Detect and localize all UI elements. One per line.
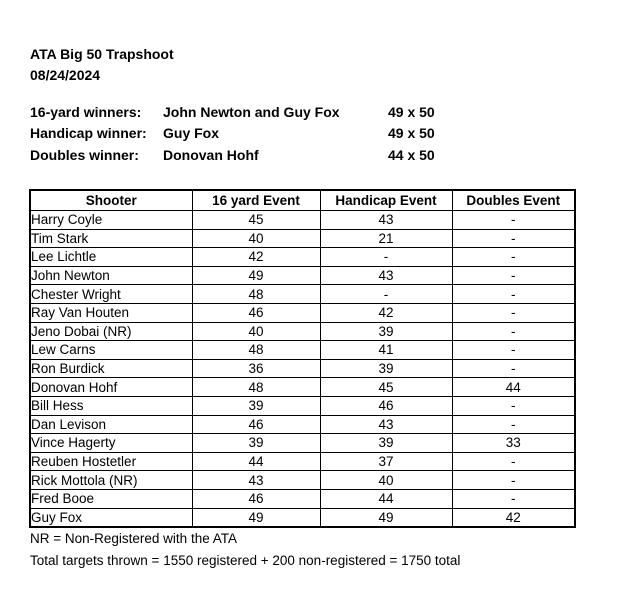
winner-score: 44 x 50 [388, 146, 435, 163]
score-cell: 46 [192, 489, 320, 508]
results-table-body [30, 211, 575, 528]
winner-score: 49 x 50 [388, 125, 435, 142]
table-row [30, 322, 575, 341]
score-cell: - [452, 303, 575, 322]
nr-footnote: NR = Non-Registered with the ATA [30, 531, 237, 546]
shooter-name-cell: Bill Hess [30, 396, 192, 415]
score-cell: 33 [452, 434, 575, 453]
score-cell: 48 [192, 285, 320, 304]
score-cell: 42 [452, 508, 575, 527]
score-cell: - [452, 229, 575, 248]
score-cell: 39 [320, 359, 452, 378]
table-row [30, 471, 575, 490]
score-cell: 45 [192, 211, 320, 230]
score-cell: 43 [192, 471, 320, 490]
table-row [30, 285, 575, 304]
score-cell: - [452, 359, 575, 378]
score-cell: 36 [192, 359, 320, 378]
score-cell: 40 [192, 322, 320, 341]
score-cell: 39 [320, 434, 452, 453]
score-cell: 42 [192, 248, 320, 267]
score-cell: 48 [192, 341, 320, 360]
shooter-name-cell: Tim Stark [30, 229, 192, 248]
shooter-name-cell: Fred Booe [30, 489, 192, 508]
winner-category-label: Doubles winner: [30, 146, 139, 163]
score-cell: - [320, 248, 452, 267]
shooter-name-cell: Chester Wright [30, 285, 192, 304]
winner-category-label: 16-yard winners: [30, 103, 142, 120]
score-cell: 42 [320, 303, 452, 322]
score-cell: - [452, 452, 575, 471]
table-row [30, 489, 575, 508]
totals-footnote: Total targets thrown = 1550 registered + 200 non-registered = 1750 total [30, 553, 461, 568]
shooter-name-cell: Donovan Hohf [30, 378, 192, 397]
table-row [30, 248, 575, 267]
table-row [30, 211, 575, 230]
score-cell: 44 [452, 378, 575, 397]
score-cell: 39 [192, 434, 320, 453]
page-title: ATA Big 50 Trapshoot [30, 46, 174, 62]
winner-name: Donovan Hohf [163, 146, 259, 163]
results-table [29, 189, 576, 528]
score-cell: 49 [320, 508, 452, 527]
score-cell: - [320, 285, 452, 304]
table-header-row [30, 190, 575, 211]
column-header-16-yard-event: 16 yard Event [192, 190, 320, 211]
table-row [30, 266, 575, 285]
winner-row [30, 123, 435, 145]
shooter-name-cell: Reuben Hostetler [30, 452, 192, 471]
score-cell: 49 [192, 266, 320, 285]
score-cell: - [452, 322, 575, 341]
table-row [30, 452, 575, 471]
score-cell: 46 [192, 303, 320, 322]
table-row [30, 229, 575, 248]
shooter-name-cell: Lew Carns [30, 341, 192, 360]
score-cell: 49 [192, 508, 320, 527]
score-cell: - [452, 248, 575, 267]
winner-row [30, 144, 435, 166]
shooter-name-cell: Ray Van Houten [30, 303, 192, 322]
column-header-doubles-event: Doubles Event [452, 190, 575, 211]
score-cell: 45 [320, 378, 452, 397]
score-cell: 46 [320, 396, 452, 415]
winner-name: John Newton and Guy Fox [163, 103, 340, 120]
score-cell: 48 [192, 378, 320, 397]
score-cell: 43 [320, 415, 452, 434]
score-cell: - [452, 489, 575, 508]
score-cell: - [452, 211, 575, 230]
score-cell: 43 [320, 266, 452, 285]
winner-category-label: Handicap winner: [30, 125, 147, 142]
score-cell: - [452, 266, 575, 285]
score-cell: 39 [192, 396, 320, 415]
score-cell: 46 [192, 415, 320, 434]
score-cell: 44 [320, 489, 452, 508]
shooter-name-cell: Vince Hagerty [30, 434, 192, 453]
table-row [30, 359, 575, 378]
score-cell: - [452, 471, 575, 490]
winner-name: Guy Fox [163, 125, 220, 142]
score-cell: 40 [192, 229, 320, 248]
shooter-name-cell: Harry Coyle [30, 211, 192, 230]
score-cell: - [452, 285, 575, 304]
score-cell: 39 [320, 322, 452, 341]
table-row [30, 508, 575, 527]
table-row [30, 378, 575, 397]
shooter-name-cell: Rick Mottola (NR) [30, 471, 192, 490]
column-header-handicap-event: Handicap Event [320, 190, 452, 211]
column-header-shooter: Shooter [30, 190, 192, 211]
shooter-name-cell: Ron Burdick [30, 359, 192, 378]
shooter-name-cell: Guy Fox [30, 508, 192, 527]
score-cell: 40 [320, 471, 452, 490]
winner-row [30, 101, 435, 123]
table-row [30, 415, 575, 434]
score-cell: 43 [320, 211, 452, 230]
shooter-name-cell: Jeno Dobai (NR) [30, 322, 192, 341]
score-cell: 21 [320, 229, 452, 248]
table-row [30, 434, 575, 453]
table-row [30, 341, 575, 360]
winners-summary [30, 101, 435, 166]
winner-score: 49 x 50 [388, 103, 435, 120]
table-row [30, 396, 575, 415]
shooter-name-cell: John Newton [30, 266, 192, 285]
footnotes [30, 528, 460, 572]
score-cell: - [452, 415, 575, 434]
table-row [30, 303, 575, 322]
score-cell: 44 [192, 452, 320, 471]
score-cell: 37 [320, 452, 452, 471]
shooter-name-cell: Lee Lichtle [30, 248, 192, 267]
score-cell: - [452, 396, 575, 415]
document-header [30, 44, 174, 86]
score-cell: 41 [320, 341, 452, 360]
shooter-name-cell: Dan Levison [30, 415, 192, 434]
score-cell: - [452, 341, 575, 360]
event-date: 08/24/2024 [30, 67, 101, 83]
